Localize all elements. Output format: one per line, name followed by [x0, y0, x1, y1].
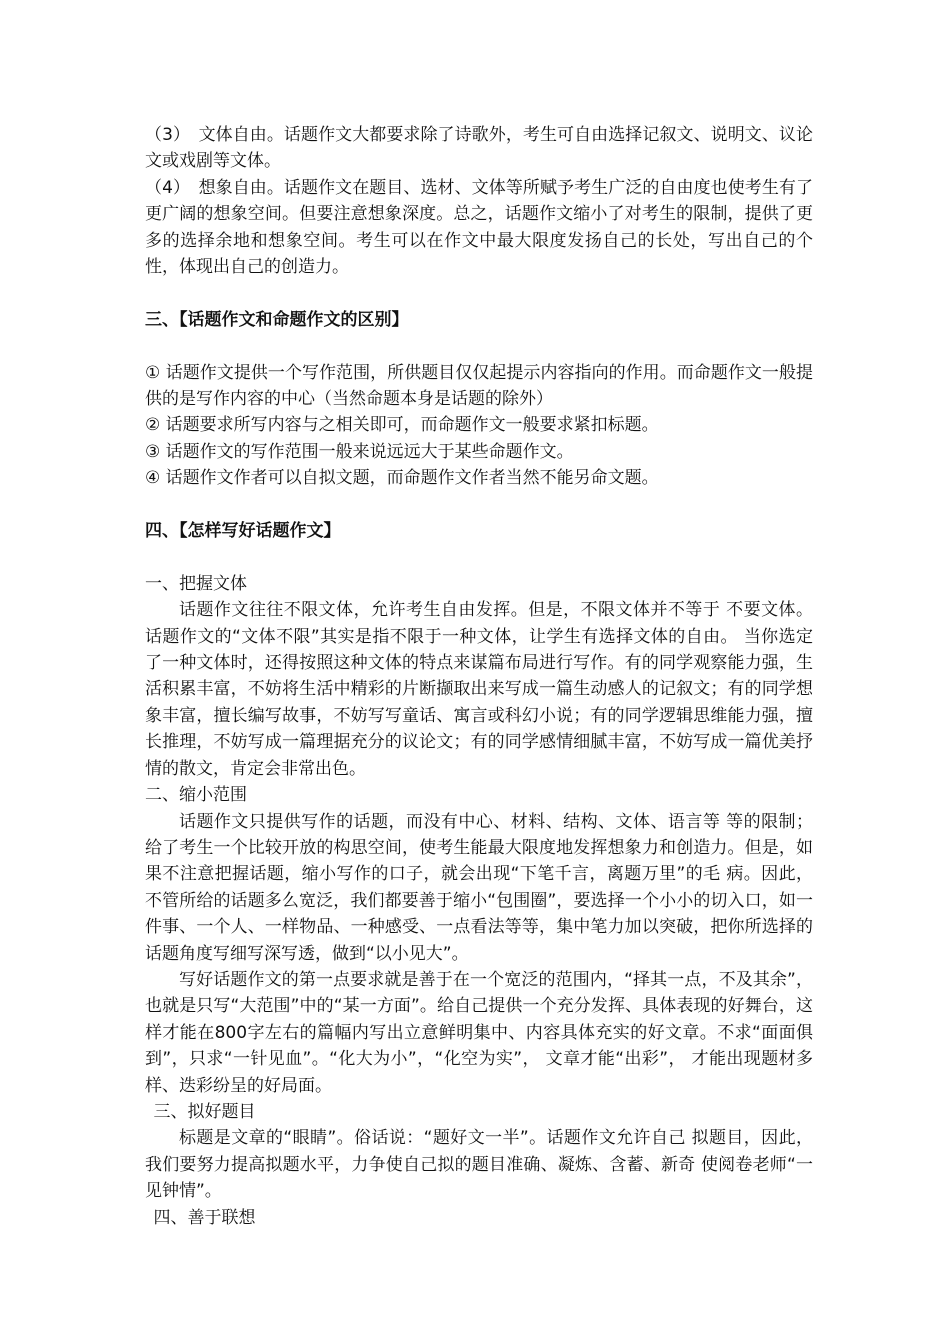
subsection-4-title: 四、善于联想	[153, 1207, 256, 1228]
paragraph-item-3: （3） 文体自由。话题作文大都要求除了诗歌外，考生可自由选择记叙文、说明文、议论文或戏剧等文体。	[145, 125, 813, 172]
difference-item-2: ② 话题要求所写内容与之相关即可，而命题作文一般要求紧扣标题。	[145, 415, 659, 436]
difference-item-4: ④ 话题作文作者可以自拟文题，而命题作文作者当然不能另命文题。	[145, 468, 659, 489]
difference-item-1: ① 话题作文提供一个写作范围，所供题目仅仅起提示内容指向的作用。而命题作文一般提供的是写作内容的中心（当然命题本身是话题的除外）	[145, 362, 813, 410]
section-three-heading: 三、【话题作文和命题作文的区别】	[145, 309, 409, 330]
subsection-1-paragraph: 话题作文往往不限文体，允许考生自由发挥。但是，不限文体并不等于 不要文体。话题作文的“文体不限”其实是指不限于一种文体，让学生有选择文体的自由。 当你选定了一种文体时，还得按照这种文体的特点来谋篇布局进行写作。有的同学观察能力强，生活积累丰富，不妨将生活中精彩的片断撷取出来写成一篇生动感人的记叙文；有的同学想象丰富，擅长编写故事，不妨写写童话、寓言或科幻小说；有的同学逻辑思维能力强，擅长推理，不妨写成一篇理据充分的议论文；有的同学感情细腻丰富，不妨写成一篇优美抒情的散文，肯定会非常出色。	[145, 600, 813, 779]
paragraph-item-4: （4） 想象自由。话题作文在题目、选材、文体等所赋予考生广泛的自由度也使考生有了更广阔的想象空间。但要注意想象深度。总之，话题作文缩小了对考生的限制，提供了更多的选择余地和想象空间。考生可以在作文中最大限度发扬自己的长处，写出自己的个性，体现出自己的创造力。	[145, 177, 813, 278]
subsection-1-title: 一、把握文体	[145, 573, 247, 594]
difference-item-3: ③ 话题作文的写作范围一般来说远远大于某些命题作文。	[145, 441, 574, 462]
section-four-heading: 四、【怎样写好话题作文】	[145, 521, 341, 542]
subsection-3-title: 三、拟好题目	[153, 1101, 256, 1122]
subsection-2-paragraph-2: 写好话题作文的第一点要求就是善于在一个宽泛的范围内，“择其一点，不及其余”，也就是只写“大范围”中的“某一方面”。给自己提供一个充分发挥、具体表现的好舞台，这样才能在800字左右的篇幅内写出立意鲜明集中、内容具体充实的好文章。不求“面面俱到”，只求“一针见血”。“化大为小”，“化空为实”， 文章才能“出彩”， 才能出现题材多样、迭彩纷呈的好局面。	[145, 969, 813, 1096]
subsection-2-paragraph-1: 话题作文只提供写作的话题，而没有中心、材料、结构、文体、语言等 等的限制；给了考生一个比较开放的构思空间，使考生能最大限度地发挥想象力和创造力。但是，如果不注意把握话题，缩小写作的口子，就会出现“下笔千言，离题万里”的毛 病。因此，不管所给的话题多么宽泛，我们都要善于缩小“包围圈”，要选择一个小小的切入口，如一件事、一个人、一样物品、一种感受、一点看法等等，集中笔力加以突破，把你所选择的话题角度写细写深写透，做到“以小见大”。	[145, 811, 813, 964]
subsection-2-title: 二、缩小范围	[145, 785, 247, 806]
document-page	[145, 122, 813, 1231]
subsection-3-paragraph: 标题是文章的“眼睛”。俗话说：“题好文一半”。话题作文允许自己 拟题目，因此，我们要努力提高拟题水平，力争使自己拟的题目准确、凝炼、含蓄、新奇 使阅卷老师“一见钟情”。	[145, 1128, 813, 1202]
